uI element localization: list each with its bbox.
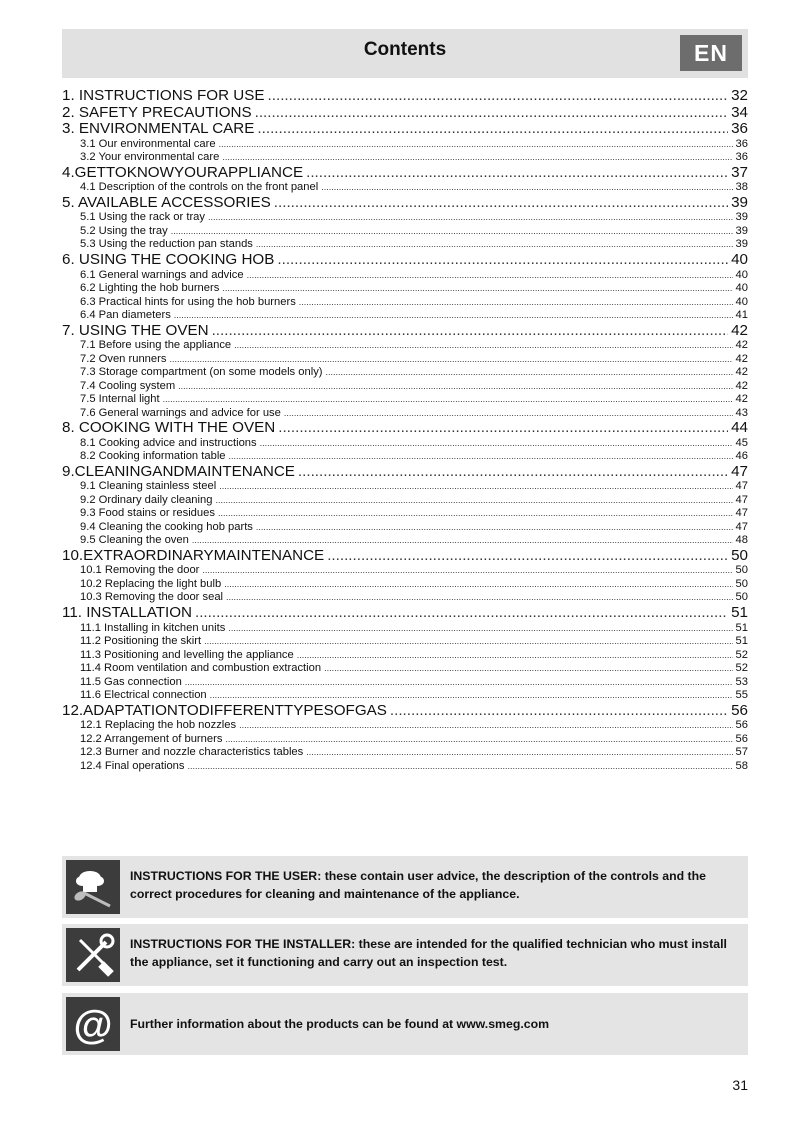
toc-section	[62, 591, 748, 605]
toc-label: 1. INSTRUCTIONS FOR USE	[62, 87, 265, 104]
toc-section	[62, 225, 748, 239]
toc-page: 39	[735, 238, 748, 251]
toc-label: 3.2 Your environmental care	[80, 151, 220, 164]
toc-label: 5.3 Using the reduction pan stands	[80, 238, 253, 251]
toc-leader	[185, 676, 733, 690]
toc-section	[62, 211, 748, 225]
toc-page: 56	[731, 701, 748, 719]
toc-leader	[284, 407, 733, 421]
toc-page: 42	[735, 352, 748, 365]
toc-label: 11.1 Installing in kitchen units	[80, 621, 226, 634]
toc-section	[62, 393, 748, 407]
toc-leader	[171, 225, 733, 239]
toc-page: 43	[735, 406, 748, 419]
toc-label: 9.5 Cleaning the oven	[80, 534, 189, 547]
toc-leader	[321, 181, 732, 195]
toc-label: 11.4 Room ventilation and combustion extraction	[80, 662, 322, 675]
toc-leader	[297, 649, 733, 663]
toc-page: 50	[731, 546, 748, 564]
toc-leader	[222, 282, 732, 296]
toc-section	[62, 296, 748, 310]
toc-page: 42	[735, 379, 748, 392]
toc-label: 11.5 Gas connection	[80, 675, 182, 688]
toc-page: 41	[735, 309, 748, 322]
toc-leader	[222, 151, 732, 165]
page-title: Contents	[363, 39, 447, 60]
toc-label: 6.4 Pan diameters	[80, 309, 171, 322]
toc-page: 42	[731, 321, 748, 339]
toc-leader	[204, 635, 732, 649]
table-of-contents	[62, 88, 748, 773]
toc-page: 44	[731, 419, 748, 437]
toc-page: 57	[735, 746, 748, 759]
toc-page: 40	[735, 268, 748, 281]
toc-chapter	[62, 105, 748, 122]
toc-label: 11.3 Positioning and levelling the appliance	[80, 648, 294, 661]
toc-section	[62, 649, 748, 663]
toc-section	[62, 534, 748, 548]
toc-page: 52	[735, 662, 748, 675]
toc-label: 10.EXTRAORDINARYMAINTENANCE	[62, 546, 325, 564]
toc-label: 11.6 Electrical connection	[80, 689, 207, 702]
toc-leader	[390, 703, 728, 720]
toc-label: 12.2 Arrangement of burners	[80, 732, 223, 745]
toc-section	[62, 507, 748, 521]
toc-section	[62, 282, 748, 296]
toc-leader	[178, 380, 732, 394]
toc-leader	[260, 437, 733, 451]
toc-leader	[277, 252, 728, 269]
toc-leader	[327, 548, 728, 565]
toc-label: 6. USING THE COOKING HOB	[62, 250, 275, 268]
toc-leader	[228, 622, 732, 636]
toc-page: 50	[735, 591, 748, 604]
toc-chapter	[62, 88, 748, 105]
toc-chapter	[62, 323, 748, 340]
toc-leader	[247, 269, 733, 283]
at-sign-icon	[66, 997, 120, 1051]
toc-page: 37	[731, 163, 748, 181]
toc-page: 36	[735, 151, 748, 164]
toc-leader	[299, 296, 733, 310]
toc-label: 6.2 Lighting the hob burners	[80, 282, 220, 295]
toc-label: 8. COOKING WITH THE OVEN	[62, 419, 276, 437]
toc-leader	[306, 165, 728, 182]
toc-section	[62, 181, 748, 195]
user-instructions-text: INSTRUCTIONS FOR THE USER: these contain user advice, the description of the controls and the correct procedures for cleaning and maintenance of the appliance.	[130, 869, 706, 901]
toc-label: 4.1 Description of the controls on the front panel	[80, 181, 319, 194]
toc-leader	[257, 121, 728, 138]
toc-page: 47	[735, 507, 748, 520]
toc-leader	[174, 309, 733, 323]
toc-leader	[219, 480, 732, 494]
toc-label: 9.4 Cleaning the cooking hob parts	[80, 520, 253, 533]
toc-leader	[256, 238, 733, 252]
toc-chapter	[62, 121, 748, 138]
toc-page: 56	[735, 719, 748, 732]
toc-section	[62, 151, 748, 165]
toc-page: 47	[735, 520, 748, 533]
toc-leader	[224, 578, 732, 592]
toc-section	[62, 733, 748, 747]
toc-leader	[225, 733, 732, 747]
toc-label: 12.4 Final operations	[80, 759, 185, 772]
toc-leader	[278, 420, 728, 437]
toc-leader	[215, 494, 732, 508]
toc-section	[62, 238, 748, 252]
toc-label: 11. INSTALLATION	[62, 603, 192, 621]
toc-page: 32	[731, 87, 748, 104]
toc-page: 51	[735, 635, 748, 648]
toc-page: 50	[735, 577, 748, 590]
toc-label: 7.6 General warnings and advice for use	[80, 406, 281, 419]
toc-label: 9.2 Ordinary daily cleaning	[80, 493, 213, 506]
toc-chapter	[62, 420, 748, 437]
toc-section	[62, 578, 748, 592]
toc-leader	[212, 323, 729, 340]
toc-label: 3. ENVIRONMENTAL CARE	[62, 120, 255, 138]
toc-leader	[226, 591, 733, 605]
toc-section	[62, 380, 748, 394]
toc-label: 7.1 Before using the appliance	[80, 339, 232, 352]
toc-page: 42	[735, 366, 748, 379]
toc-page: 58	[735, 759, 748, 772]
toc-section	[62, 635, 748, 649]
toc-leader	[268, 88, 729, 105]
toc-label: 12.ADAPTATIONTODIFFERENTTYPESOFGAS	[62, 701, 387, 719]
toc-label: 7.3 Storage compartment (on some models only)	[80, 366, 323, 379]
toc-section	[62, 437, 748, 451]
toc-page: 40	[735, 282, 748, 295]
toc-section	[62, 760, 748, 774]
toc-label: 2. SAFETY PRECAUTIONS	[62, 103, 252, 121]
toc-label: 9.1 Cleaning stainless steel	[80, 480, 217, 493]
chef-hat-spoon-icon	[66, 860, 120, 914]
toc-page: 34	[731, 103, 748, 121]
toc-label: 6.3 Practical hints for using the hob burners	[80, 295, 296, 308]
toc-page: 51	[731, 603, 748, 621]
toc-label: 7.5 Internal light	[80, 393, 160, 406]
toc-chapter	[62, 195, 748, 212]
toc-leader	[274, 195, 728, 212]
web-info-text: Further information about the products can be found at www.smeg.com	[130, 1017, 550, 1031]
toc-section	[62, 676, 748, 690]
toc-page: 42	[735, 339, 748, 352]
toc-section	[62, 450, 748, 464]
toc-page: 39	[731, 193, 748, 211]
toc-page: 48	[735, 534, 748, 547]
toc-label: 7.4 Cooling system	[80, 379, 176, 392]
toc-page: 39	[735, 211, 748, 224]
toc-section	[62, 689, 748, 703]
toc-label: 3.1 Our environmental care	[80, 137, 216, 150]
toc-leader	[324, 662, 732, 676]
toc-leader	[234, 339, 732, 353]
toc-page: 46	[735, 450, 748, 463]
toc-section	[62, 521, 748, 535]
toc-section	[62, 407, 748, 421]
toc-section	[62, 366, 748, 380]
toc-leader	[219, 138, 733, 152]
toc-leader	[195, 605, 728, 622]
toc-section	[62, 339, 748, 353]
toc-chapter	[62, 252, 748, 269]
toc-section	[62, 622, 748, 636]
installer-instructions-text: INSTRUCTIONS FOR THE INSTALLER: these are intended for the qualified technician who must install the appliance, set it functioning and carry out an inspection test.	[130, 937, 727, 969]
toc-leader	[298, 464, 728, 481]
toc-leader	[163, 393, 733, 407]
toc-section	[62, 719, 748, 733]
toc-leader	[210, 689, 733, 703]
toc-section	[62, 269, 748, 283]
toc-leader	[202, 564, 732, 578]
toc-page: 47	[731, 462, 748, 480]
toc-label: 5.2 Using the tray	[80, 224, 168, 237]
toc-chapter	[62, 703, 748, 720]
toc-leader	[192, 534, 733, 548]
toc-chapter	[62, 605, 748, 622]
toc-leader	[169, 353, 732, 367]
toc-leader	[306, 746, 732, 760]
toc-page: 47	[735, 480, 748, 493]
toc-label: 7. USING THE OVEN	[62, 321, 209, 339]
toc-page: 36	[735, 137, 748, 150]
toc-section	[62, 138, 748, 152]
toc-section	[62, 353, 748, 367]
toc-page: 53	[735, 675, 748, 688]
installer-instructions-note	[62, 924, 748, 986]
toc-leader	[187, 760, 732, 774]
toc-label: 12.3 Burner and nozzle characteristics tables	[80, 746, 304, 759]
toc-label: 11.2 Positioning the skirt	[80, 635, 202, 648]
toc-label: 9.CLEANINGANDMAINTENANCE	[62, 462, 295, 480]
toc-label: 8.2 Cooking information table	[80, 450, 226, 463]
toc-label: 10.3 Removing the door seal	[80, 591, 224, 604]
toc-label: 5.1 Using the rack or tray	[80, 211, 205, 224]
toc-section	[62, 746, 748, 760]
toc-page: 47	[735, 493, 748, 506]
contents-header	[62, 29, 748, 78]
toc-page: 40	[731, 250, 748, 268]
toc-leader	[208, 211, 733, 225]
toc-label: 8.1 Cooking advice and instructions	[80, 436, 257, 449]
user-instructions-note	[62, 856, 748, 918]
toc-page: 38	[735, 181, 748, 194]
toc-label: 10.2 Replacing the light bulb	[80, 577, 222, 590]
toc-section	[62, 494, 748, 508]
toc-label: 9.3 Food stains or residues	[80, 507, 215, 520]
toc-page: 39	[735, 224, 748, 237]
toc-page: 56	[735, 732, 748, 745]
page-number: 31	[732, 1077, 748, 1093]
toc-label: 6.1 General warnings and advice	[80, 268, 244, 281]
toc-leader	[218, 507, 733, 521]
toc-page: 42	[735, 393, 748, 406]
toc-chapter	[62, 165, 748, 182]
toc-chapter	[62, 548, 748, 565]
svg-text:@: @	[73, 1003, 113, 1047]
toc-section	[62, 480, 748, 494]
toc-section	[62, 662, 748, 676]
toc-label: 5. AVAILABLE ACCESSORIES	[62, 193, 271, 211]
toc-page: 36	[731, 120, 748, 138]
web-info-note	[62, 993, 748, 1055]
toc-leader	[256, 521, 733, 535]
toc-page: 51	[735, 621, 748, 634]
toc-section	[62, 564, 748, 578]
toc-label: 10.1 Removing the door	[80, 564, 200, 577]
toc-leader	[239, 719, 732, 733]
toc-leader	[255, 105, 728, 122]
toc-leader	[229, 450, 733, 464]
toc-page: 50	[735, 564, 748, 577]
toc-leader	[326, 366, 733, 380]
wrench-screwdriver-icon	[66, 928, 120, 982]
toc-label: 7.2 Oven runners	[80, 352, 167, 365]
language-badge: EN	[680, 35, 742, 71]
toc-page: 40	[735, 295, 748, 308]
toc-chapter	[62, 464, 748, 481]
toc-label: 4.GETTOKNOWYOURAPPLIANCE	[62, 163, 304, 181]
toc-section	[62, 309, 748, 323]
toc-label: 12.1 Replacing the hob nozzles	[80, 719, 237, 732]
toc-page: 45	[735, 436, 748, 449]
toc-page: 55	[735, 689, 748, 702]
toc-page: 52	[735, 648, 748, 661]
